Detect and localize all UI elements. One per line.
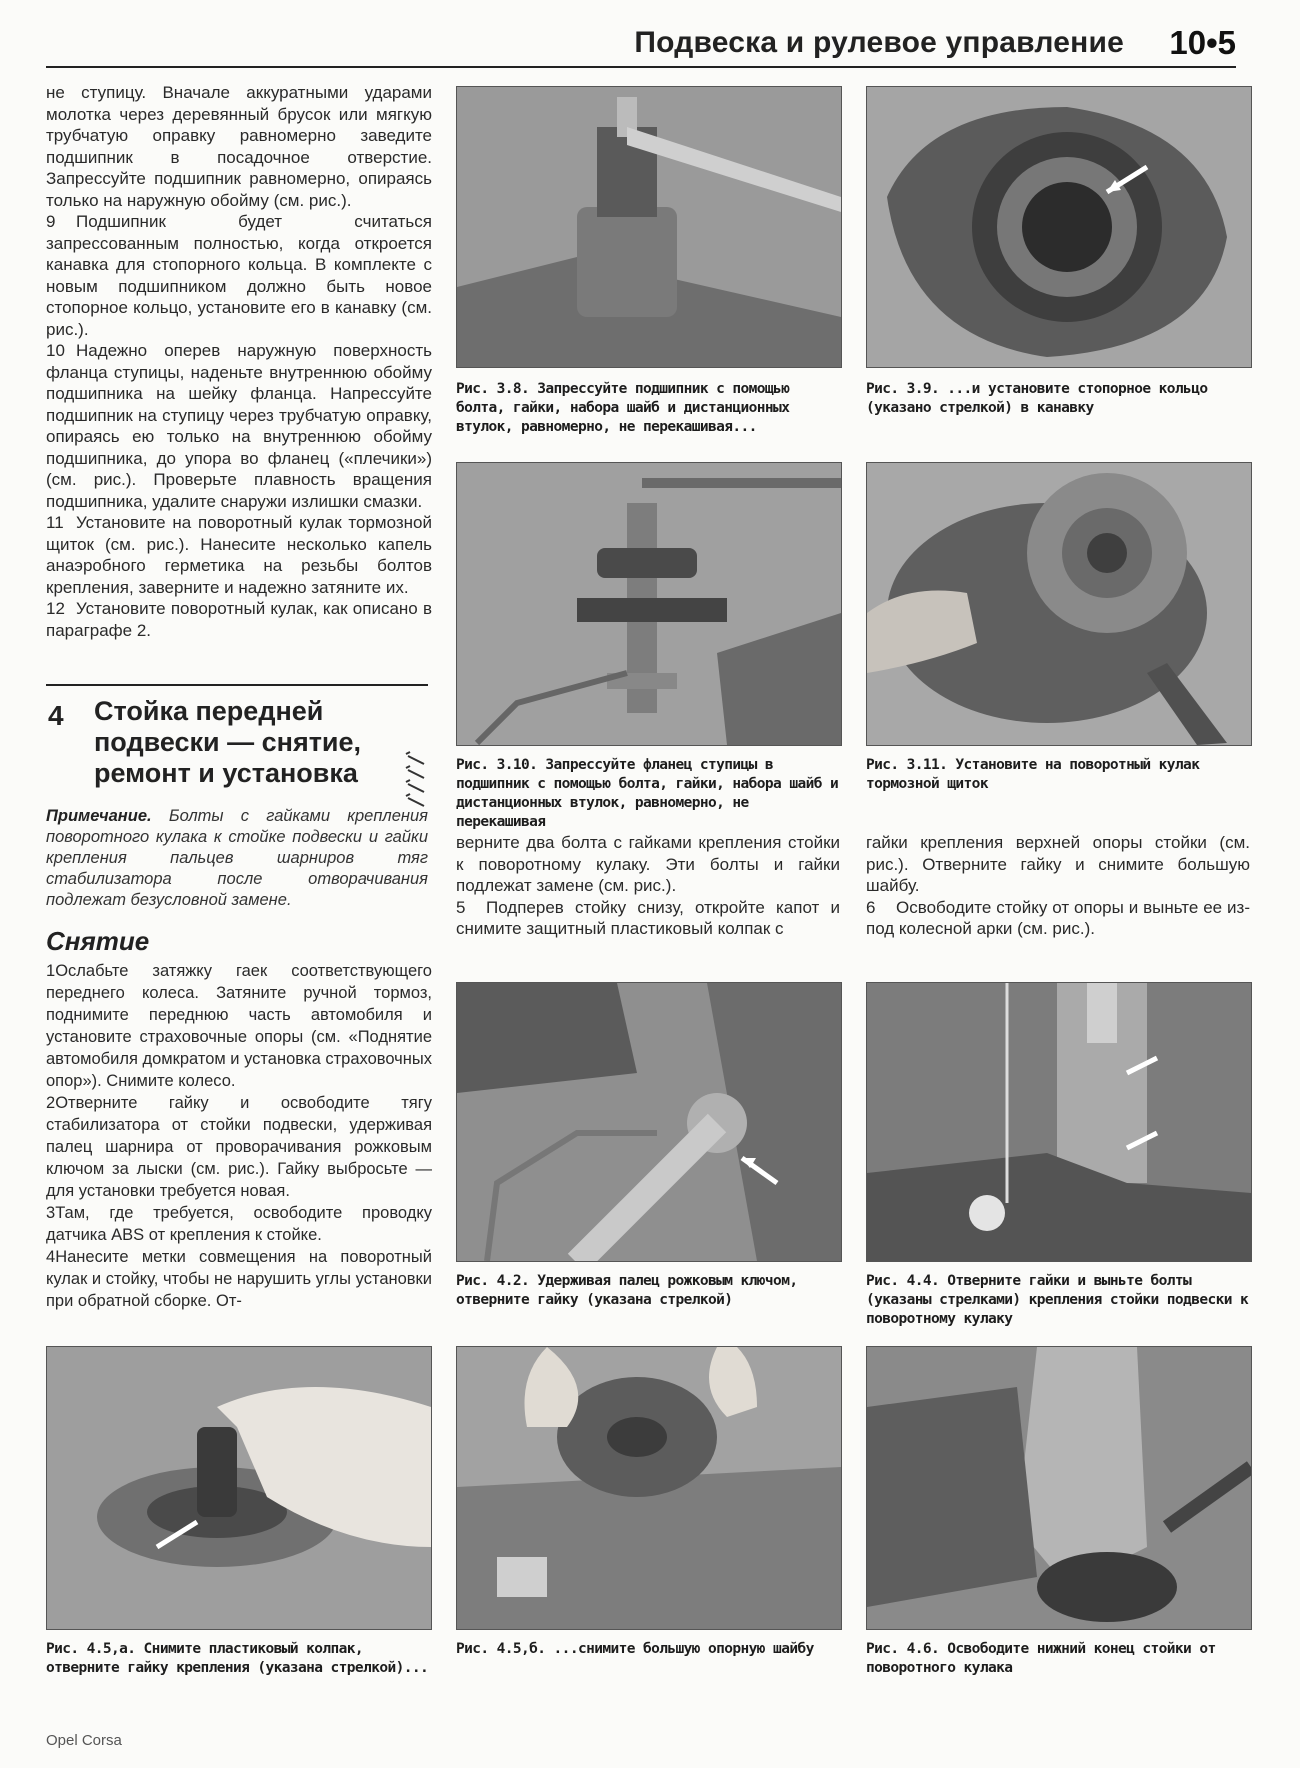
step-text: Ослабьте затяжку гаек соответствующего переднего колеса. Затяните ручной тормоз, поднимите переднюю часть автомобиля и установите страховочные опоры (см. «Поднятие автомобиля домкратом и установка страховочных опор»). Снимите колесо. bbox=[46, 962, 432, 1090]
step-text: гайки крепления верхней опоры стойки (см. рис.). Отверните гайку и снимите большую шайбу. bbox=[866, 833, 1250, 895]
paragraph bbox=[46, 598, 432, 641]
step-text: верните два болта с гайками крепления стойки к поворотному кулаку. Эти болты и гайки подлежат замене (см. рис.). bbox=[456, 833, 840, 895]
page-header bbox=[46, 22, 1236, 68]
paragraph bbox=[46, 960, 432, 1092]
note-label: Примечание. bbox=[46, 807, 152, 825]
caption-fig-4-5a: Рис. 4.5,а. Снимите пластиковый колпак, отверните гайку крепления (указана стрелкой)... bbox=[46, 1641, 429, 1676]
step-text: Установите на поворотный кулак тормозной щиток (см. рис.). Нанесите несколько капель анаэробного герметика на резьбы болтов крепления, заверните и надежно затяните их. bbox=[46, 513, 432, 597]
photo-bearing-press bbox=[456, 86, 842, 368]
paragraph bbox=[866, 832, 1250, 897]
photo-strut-lower-end bbox=[866, 1346, 1252, 1630]
caption-fig-3-10: Рис. 3.10. Запрессуйте фланец ступицы в подшипник с помощью болта, гайки, набора шайб и дистанционных втулок, равномерно, не перекашивая bbox=[456, 757, 839, 830]
section-heading bbox=[46, 684, 428, 789]
step-number: 5 bbox=[456, 897, 466, 917]
section-title bbox=[94, 696, 428, 789]
paragraph bbox=[46, 211, 432, 340]
photo-strut-bolts bbox=[866, 982, 1252, 1262]
step-number: 1 bbox=[46, 962, 56, 980]
step-number: 9 bbox=[46, 212, 56, 231]
photo-stabilizer-link bbox=[456, 982, 842, 1262]
subheading: Снятие bbox=[46, 926, 150, 956]
photo-circlip bbox=[866, 86, 1252, 368]
step-number: 10 bbox=[46, 341, 65, 360]
step-text: Там, где требуется, освободите проводку датчика ABS от крепления к стойке. bbox=[46, 1204, 432, 1244]
note-block bbox=[46, 806, 428, 911]
caption-fig-3-11: Рис. 3.11. Установите на поворотный кулак тормозной щиток bbox=[866, 757, 1200, 792]
caption-fig-4-6: Рис. 4.6. Освободите нижний конец стойки от поворотного кулака bbox=[866, 1641, 1216, 1676]
step-text: Освободите стойку от опоры и выньте ее из-под колесной арки (см. рис.). bbox=[866, 897, 1250, 938]
caption-fig-3-8: Рис. 3.8. Запрессуйте подшипник с помощью болта, гайки, набора шайб и дистанционных втулок, равномерно, не перекашивая... bbox=[456, 381, 790, 435]
step-text: Нанесите метки совмещения на поворотный кулак и стойку, чтобы не нарушить углы установки при обратной сборке. От- bbox=[46, 1248, 432, 1310]
caption-fig-4-5b: Рис. 4.5,б. ...снимите большую опорную шайбу bbox=[456, 1641, 814, 1657]
running-title: Подвеска и рулевое управление bbox=[634, 26, 1124, 59]
paragraph bbox=[46, 1092, 432, 1202]
step-text: Надежно оперев наружную поверхность фланца ступицы, наденьте внутреннюю обойму подшипника на шейку фланца. Напрессуйте подшипник на ступицу через трубчатую оправку, опираясь ею только на внутреннюю обойму подшипника, до упора во фланец («плечики») (см. рис.). Проверьте плавность вращения подшипника, удалите снаружи излишки смазки. bbox=[46, 341, 432, 511]
removal-steps bbox=[46, 960, 432, 1312]
paragraph bbox=[46, 1246, 432, 1312]
paragraph bbox=[46, 1202, 432, 1246]
step-number: 2 bbox=[46, 1094, 56, 1112]
step-number: 4 bbox=[46, 1248, 56, 1266]
caption-fig-3-9: Рис. 3.9. ...и установите стопорное кольцо (указано стрелкой) в канавку bbox=[866, 381, 1208, 416]
paragraph bbox=[456, 832, 840, 897]
step-number: 6 bbox=[866, 897, 876, 917]
note-text: Болты с гайками крепления поворотного кулака к стойке подвески и гайки крепления пальцев шарниров тяг стабилизатора после отворачивания подлежат безусловной замене. bbox=[46, 807, 428, 909]
step-number: 3 bbox=[46, 1204, 56, 1222]
left-column-text bbox=[46, 82, 432, 641]
section-title-line: ремонт и установка bbox=[94, 758, 358, 788]
section-number: 4 bbox=[48, 700, 64, 731]
step-text: Отверните гайку и освободите тягу стабилизатора от стойки подвески, удерживая палец шарнира от проворачивания рожковым ключом за лыски (см. рис.). Гайку выбросьте — для установки требуется новая. bbox=[46, 1094, 432, 1200]
section-title-line: подвески — снятие, bbox=[94, 727, 362, 757]
step-number: 12 bbox=[46, 599, 65, 618]
step-number: 11 bbox=[46, 513, 64, 532]
paragraph bbox=[456, 897, 840, 940]
caption-fig-4-2: Рис. 4.2. Удерживая палец рожковым ключом, отверните гайку (указана стрелкой) bbox=[456, 1273, 798, 1308]
paragraph bbox=[46, 340, 432, 512]
page-number: 10•5 bbox=[1169, 24, 1236, 61]
middle-column-text bbox=[456, 832, 840, 940]
paragraph bbox=[46, 512, 432, 598]
caption-fig-4-4: Рис. 4.4. Отверните гайки и выньте болты (указаны стрелками) крепления стойки подвески к поворотному кулаку bbox=[866, 1273, 1249, 1327]
footer-book-title: Opel Corsa bbox=[46, 1732, 122, 1749]
paragraph bbox=[866, 897, 1250, 940]
photo-washer bbox=[456, 1346, 842, 1630]
photo-strut-top-nut bbox=[46, 1346, 432, 1630]
section-title-line: Стойка передней bbox=[94, 696, 324, 726]
paragraph: не ступицу. Вначале аккуратными ударами молотка через деревянный брусок или мягкую трубчатую оправку равномерно заведите подшипник в посадочное отверстие. Запрессуйте подшипник равномерно, опираясь только на наружную обойму (см. рис.). bbox=[46, 83, 432, 210]
right-column-text bbox=[866, 832, 1250, 940]
step-text: Установите поворотный кулак, как описано в параграфе 2. bbox=[46, 599, 432, 640]
step-text: Подперев стойку снизу, откройте капот и снимите защитный пластиковый колпак с bbox=[456, 897, 840, 938]
photo-hub-flange-press bbox=[456, 462, 842, 746]
step-text: Подшипник будет считаться запрессованным полностью, когда откроется канавка для стопорного кольца. В комплекте с новым подшипником должно быть новое стопорное кольцо, установите его в канавку (см. рис.). bbox=[46, 212, 432, 339]
photo-brake-shield bbox=[866, 462, 1252, 746]
